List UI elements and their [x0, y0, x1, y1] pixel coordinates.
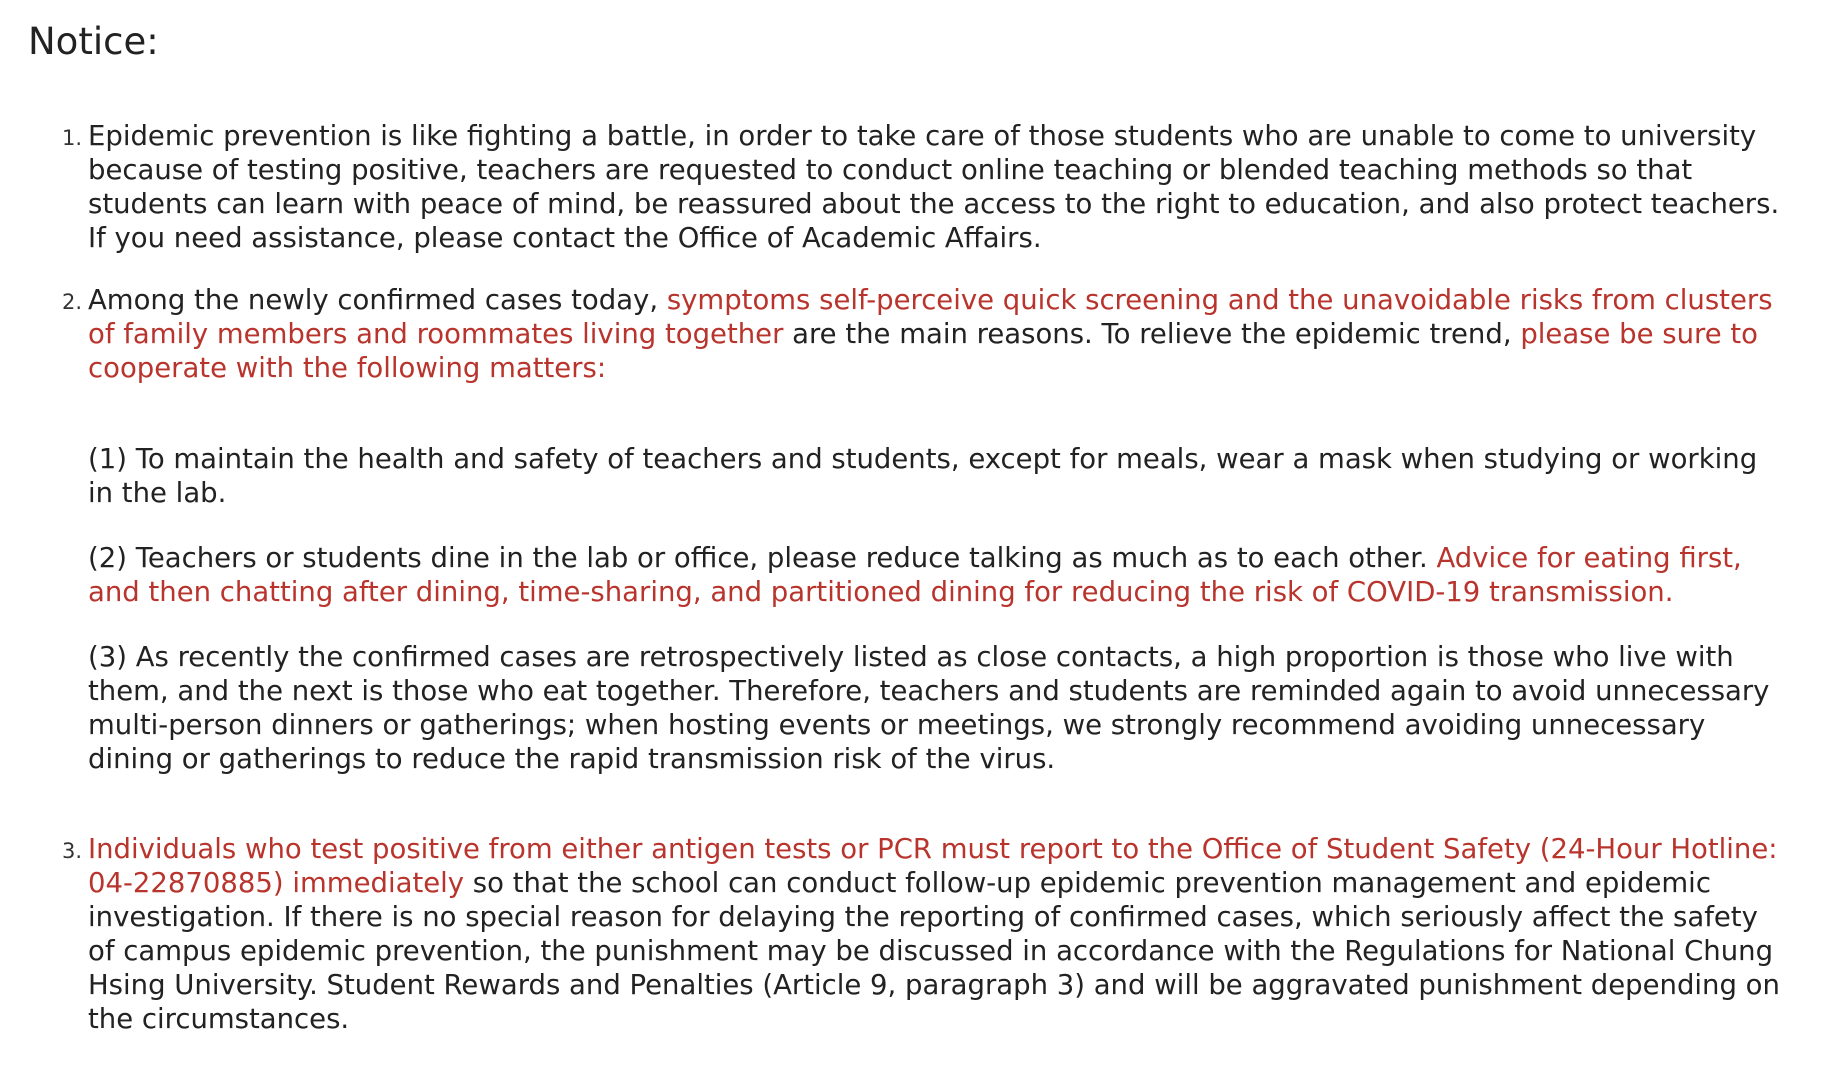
item-number: 2. — [62, 290, 83, 314]
notice-item-3 — [62, 832, 1788, 1036]
notice-item-1 — [62, 119, 1788, 255]
sub-item-highlight: (3) As recently the confirmed cases are retrospectively listed as close contacts, a high proportion is those who live with them, and the next is those who eat together. Therefore, teachers and students are reminded again to avoid unnecessary multi-person dinners or gatherings; when hosting events or meetings, we strongly recommend avoiding unnecessary dining or gatherings to reduce the rapid transmission risk of the virus. — [88, 641, 1770, 775]
item-highlight: Individuals who test positive from either antigen tests or PCR must report to the Office of Student Safety (24-Hour Hotline: 04-22870885) immediately — [88, 833, 1778, 899]
notice-title: Notice: — [28, 20, 159, 63]
item-text: Among the newly confirmed cases today, — [88, 284, 667, 316]
item-number: 3. — [62, 839, 83, 863]
item-text: so that the school can conduct follow-up epidemic prevention management and epidemic investigation. If there is no special reason for delaying the reporting of confirmed cases, which seriously affect the safety of campus epidemic prevention, the punishment may be discussed in accordance with the Regulations for National Chung Hsing University. Student Rewards and Penalties (Article 9, paragraph 3) and will be aggravated punishment depending on the circumstances. — [88, 867, 1780, 1035]
sub-item-2 — [88, 541, 1788, 609]
item-text: Epidemic prevention is like fighting a battle, in order to take care of those students who are unable to come to university because of testing positive, teachers are requested to conduct online teaching or blended teaching methods so that students can learn with peace of mind, be reassured about the access to the right to education, and also protect teachers. If you need assistance, please contact the Office of Academic Affairs. — [88, 120, 1780, 254]
sub-item-highlight: Advice for eating first, and then chatting after dining, time-sharing, and partitioned dining for reducing the risk of COVID-19 transmission. — [88, 542, 1742, 608]
sub-item-3 — [88, 640, 1788, 776]
sub-item-text: (1) To maintain the health and safety of teachers and students, except for meals, wear a mask when studying or working in the lab. — [88, 443, 1758, 509]
sub-item-1 — [88, 442, 1788, 510]
item-highlight: please be sure to cooperate with the following matters: — [88, 318, 1759, 384]
notice-item-2 — [62, 283, 1788, 385]
item-text: are the main reasons. To relieve the epidemic trend, — [783, 318, 1521, 350]
item-highlight: symptoms self-perceive quick screening and the unavoidable risks from clusters of family members and roommates living together — [88, 284, 1773, 350]
item-number: 1. — [62, 126, 83, 150]
sub-item-text: (2) Teachers or students dine in the lab or office, please reduce talking as much as to each other. — [88, 542, 1437, 574]
